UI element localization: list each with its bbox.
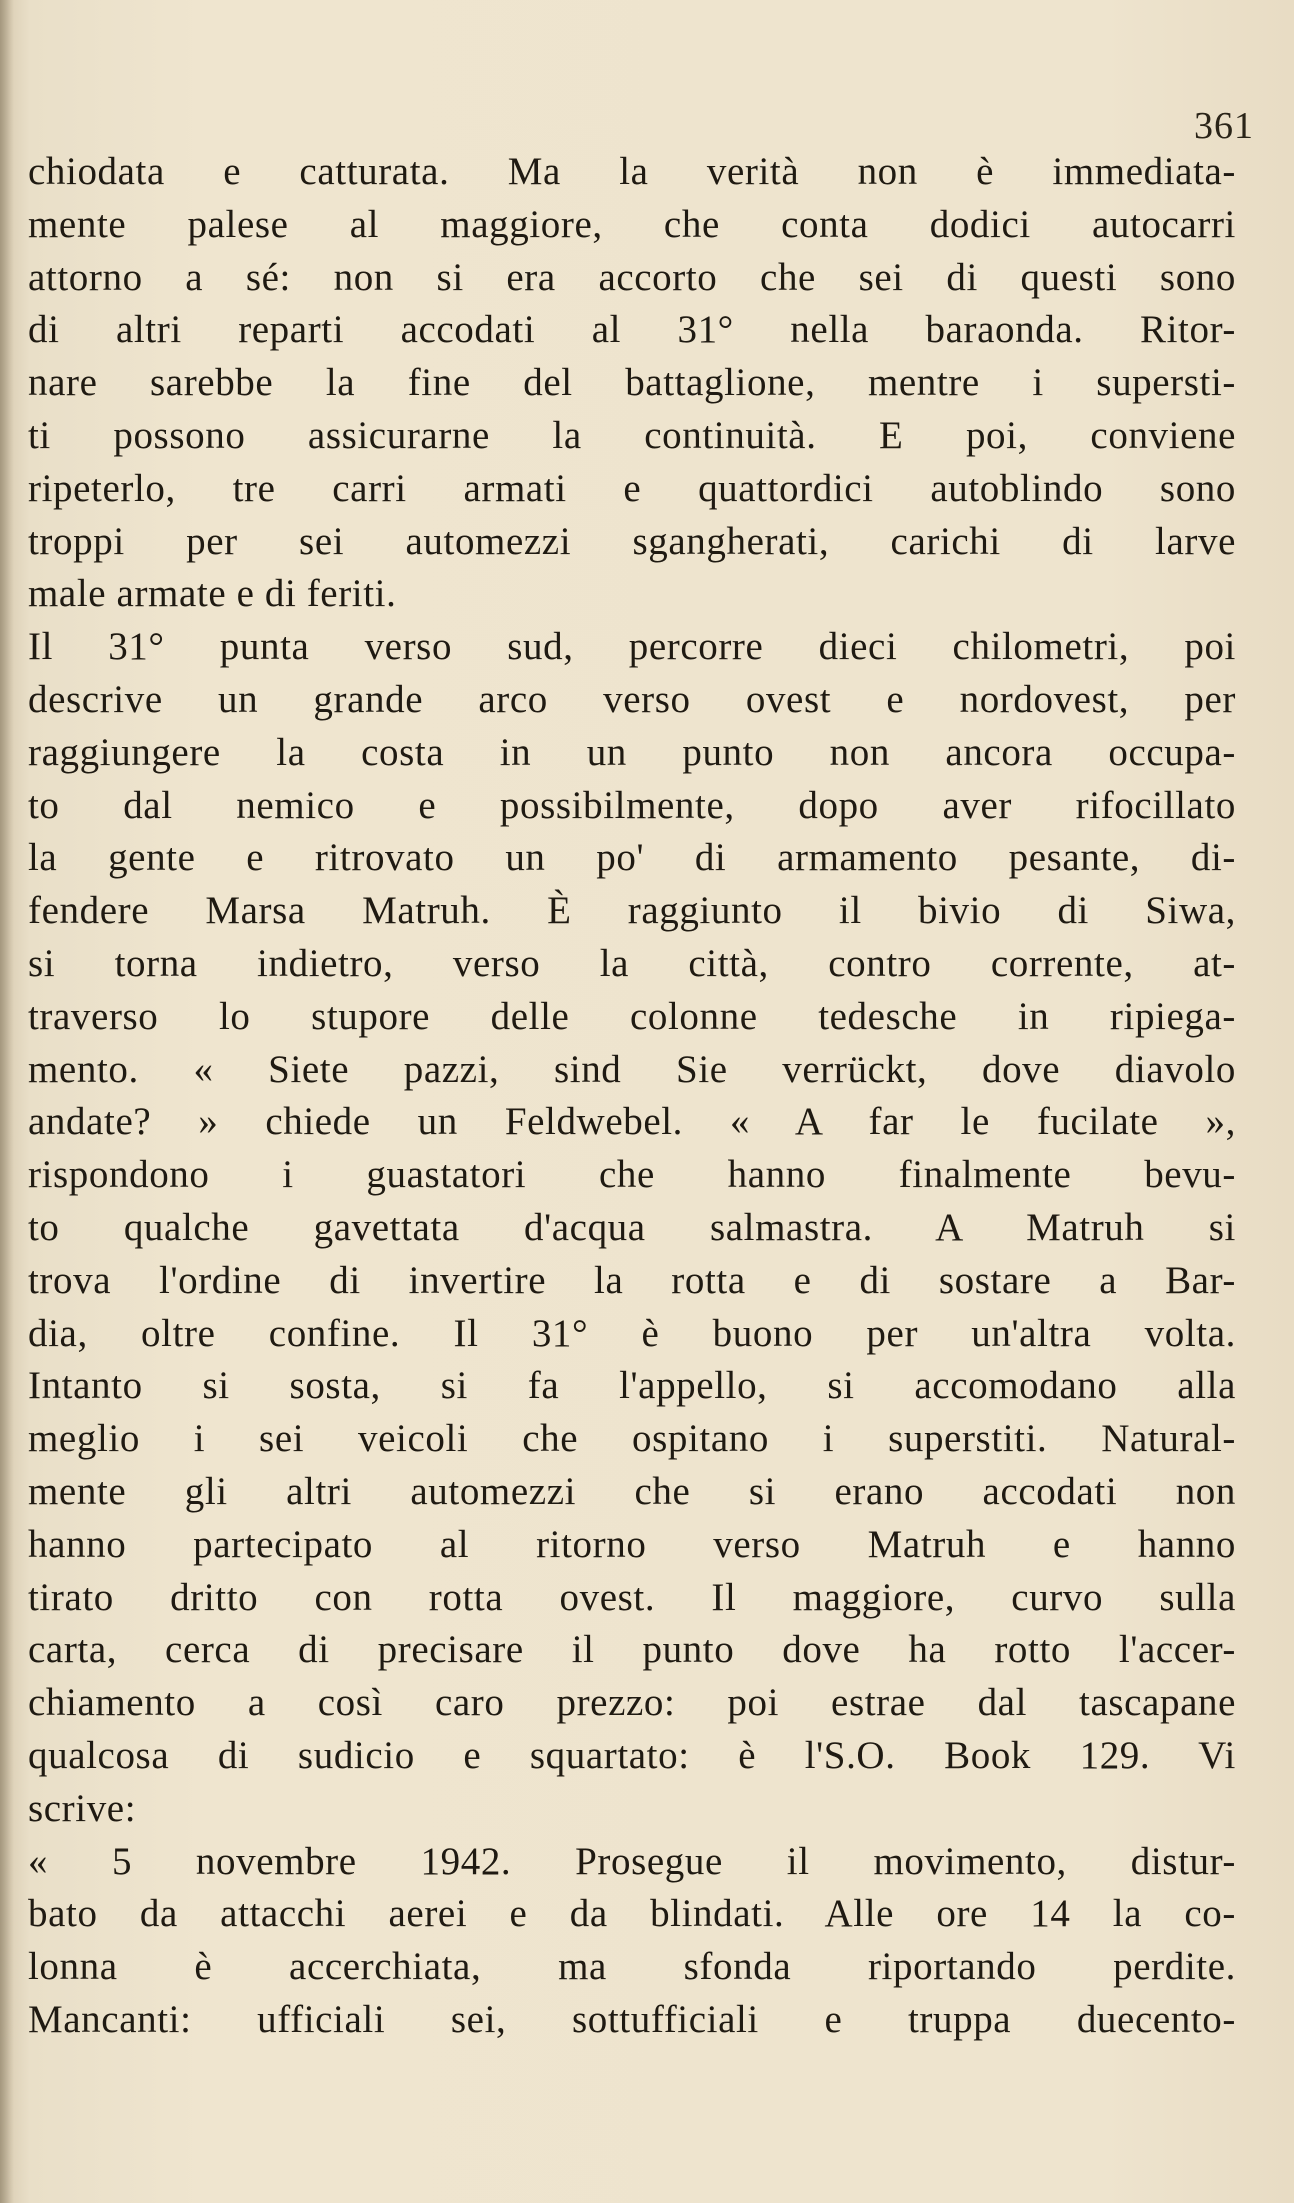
text-line: chiamento a così caro prezzo: poi estrae dal tascapane xyxy=(28,1681,1236,1725)
text-line: traverso lo stupore delle colonne tedesche in ripiega- xyxy=(28,994,1236,1038)
text-line: chiodata e catturata. Ma la verità non è immediata- xyxy=(28,150,1236,193)
text-line: mente palese al maggiore, che conta dodici autocarri xyxy=(28,202,1236,246)
text-line: dia, oltre confine. Il 31° è buono per un'altra volta. xyxy=(28,1311,1236,1355)
text-line: la gente e ritrovato un po' di armamento pesante, di- xyxy=(28,836,1236,880)
text-line: bato da attacchi aerei e da blindati. Alle ore 14 la co- xyxy=(28,1892,1236,1936)
text-line: rispondono i guastatori che hanno finalmente bevu- xyxy=(28,1153,1236,1197)
text-line: « 5 novembre 1942. Prosegue il movimento, distur- xyxy=(28,1839,1236,1883)
text-line: trova l'ordine di invertire la rotta e di sostare a Bar- xyxy=(28,1258,1236,1302)
page-number: 361 xyxy=(1194,105,1254,147)
text-line: mente gli altri automezzi che si erano accodati non xyxy=(28,1469,1236,1513)
gutter-shadow xyxy=(0,0,14,2203)
text-line: di altri reparti accodati al 31° nella baraonda. Ritor- xyxy=(28,308,1236,352)
text-line: fendere Marsa Matruh. È raggiunto il bivio di Siwa, xyxy=(28,889,1236,933)
text-line: to dal nemico e possibilmente, dopo aver rifocillato xyxy=(28,783,1236,827)
text-line: Intanto si sosta, si fa l'appello, si accomodano alla xyxy=(28,1364,1236,1408)
text-line: Mancanti: ufficiali sei, sottufficiali e truppa duecento- xyxy=(28,1997,1236,2041)
text-line: nare sarebbe la fine del battaglione, mentre i supersti- xyxy=(28,361,1236,405)
text-line: to qualche gavettata d'acqua salmastra. A Matruh si xyxy=(28,1205,1236,1249)
text-line: tirato dritto con rotta ovest. Il maggiore, curvo sulla xyxy=(28,1575,1236,1619)
text-line: mento. « Siete pazzi, sind Sie verrückt, dove diavolo xyxy=(28,1047,1236,1091)
text-line: scrive: xyxy=(28,1786,137,1830)
text-line: troppi per sei automezzi sgangherati, carichi di larve xyxy=(28,519,1236,563)
text-line: ripeterlo, tre carri armati e quattordici autoblindo sono xyxy=(28,466,1236,510)
text-line: Il 31° punta verso sud, percorre dieci chilometri, poi xyxy=(28,625,1236,669)
text-line: lonna è accerchiata, ma sfonda riportando perdite. xyxy=(28,1945,1236,1989)
text-line: qualcosa di sudicio e squartato: è l'S.O. Book 129. Vi xyxy=(28,1733,1236,1777)
text-line: attorno a sé: non si era accorto che sei di questi sono xyxy=(28,255,1236,299)
text-line: male armate e di feriti. xyxy=(28,572,397,616)
body-text xyxy=(28,146,1236,2047)
text-line: andate? » chiede un Feldwebel. « A far le fucilate », xyxy=(28,1100,1236,1144)
text-line: si torna indietro, verso la città, contro corrente, at- xyxy=(28,941,1236,985)
text-line: hanno partecipato al ritorno verso Matruh e hanno xyxy=(28,1522,1236,1566)
text-line: raggiungere la costa in un punto non ancora occupa- xyxy=(28,730,1236,774)
text-line: meglio i sei veicoli che ospitano i superstiti. Natural- xyxy=(28,1417,1236,1461)
text-line: ti possono assicurarne la continuità. E poi, conviene xyxy=(28,413,1236,457)
text-line: descrive un grande arco verso ovest e nordovest, per xyxy=(28,677,1236,721)
text-line: carta, cerca di precisare il punto dove ha rotto l'accer- xyxy=(28,1628,1236,1672)
